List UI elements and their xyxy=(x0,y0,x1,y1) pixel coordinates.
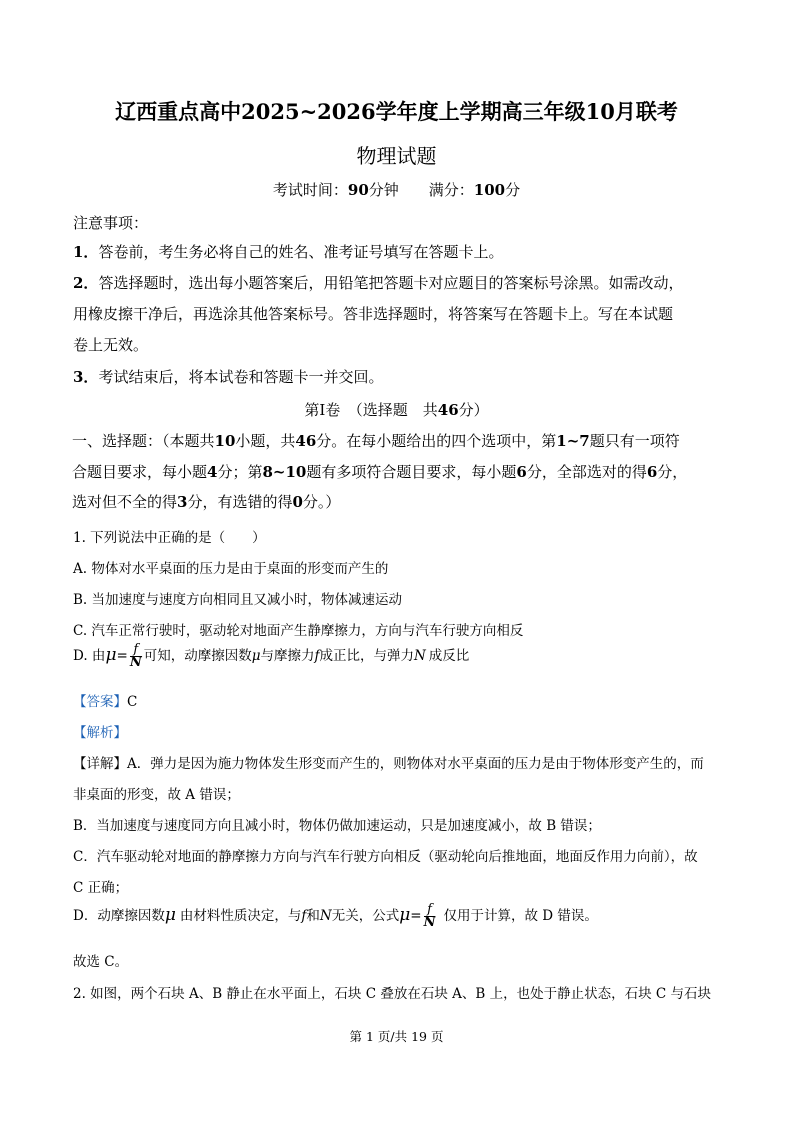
score-value: 100 xyxy=(473,181,506,199)
notice-item-2-line-2: 用橡皮擦干净后，再选涂其他答案标号。答非选择题时，将答案写在答题卡上。写在本试题 xyxy=(73,305,674,323)
detail-line-6: D．动摩擦因数μ 由材料性质决定，与f和N无关，公式μ= $\frac{f}{N}$ 仅用于计算，故 D 错误。 xyxy=(73,902,598,930)
detail-line-4: C．汽车驱动轮对地面的静摩擦力方向与汽车行驶方向相反（驱动轮向后推地面，地面反作用力向前），故 xyxy=(73,849,698,865)
score-label: 满分： xyxy=(428,181,474,199)
friction-fraction: $\frac{f}{N}$ xyxy=(129,642,142,670)
mu-symbol: μ xyxy=(105,645,117,665)
answer-value: C xyxy=(127,694,138,710)
notice-heading: 注意事项： xyxy=(73,214,149,232)
notice-item-3: 3．考试结束后，将本试卷和答题卡一并交回。 xyxy=(73,368,384,386)
exam-meta xyxy=(0,179,793,200)
analysis-tag: 【解析】 xyxy=(73,725,127,741)
detail-line-1: 【详解】A．弹力是因为施力物体发生形变而产生的，则物体对水平桌面的压力是由于物体形变产生的，而 xyxy=(73,756,704,772)
detail-tag: 【详解】 xyxy=(73,756,127,772)
section-instructions-line-3: 选对但不全的得3分，有选错的得0分。） xyxy=(72,493,341,511)
answer-line xyxy=(73,690,137,710)
notice-item-2: 2．答选择题时，选出每小题答案后，用铅笔把答题卡对应题目的答案标号涂黑。如需改动， xyxy=(73,274,684,292)
section-instructions-line-1: 一、选择题：（本题共10小题，共46分。在每小题给出的四个选项中，第1~7题只有一项符 xyxy=(72,432,680,450)
formula-fraction: $\frac{f}{N}$ xyxy=(423,902,436,930)
section-title: 第Ⅰ卷 （选择题 共46分） xyxy=(304,401,489,419)
answer-tag: 【答案】 xyxy=(73,694,127,710)
exam-title: 辽西重点高中2025~2026学年度上学期高三年级10月联考 xyxy=(115,99,678,124)
subject-title: 物理试题 xyxy=(356,144,437,168)
question-1-option-b: B. 当加速度与速度方向相同且又减小时，物体减速运动 xyxy=(73,592,403,608)
question-1-option-c: C. 汽车正常行驶时，驱动轮对地面产生静摩擦力，方向与汽车行驶方向相反 xyxy=(73,623,524,639)
section-instructions-line-2: 合题目要求，每小题4分；第8~10题有多项符合题目要求，每小题6分，全部选对的得6分， xyxy=(72,463,688,481)
conclusion: 故选 C。 xyxy=(73,954,129,970)
question-1-option-a: A. 物体对水平桌面的压力是由于桌面的形变而产生的 xyxy=(73,561,389,577)
time-unit: 分钟 xyxy=(368,181,399,199)
question-1-stem: 1. 下列说法中正确的是（ ） xyxy=(73,530,266,546)
detail-line-3: B．当加速度与速度同方向且减小时，物体仍做加速运动，只是加速度减小，故 B 错误； xyxy=(73,818,601,834)
detail-line-5: C 正确； xyxy=(73,880,129,896)
question-1-option-d: D. 由μ= $\frac{f}{N}$ 可知，动摩擦因数μ与摩擦力f成正比，与弹力N 成反比 xyxy=(73,642,470,670)
time-value: 90 xyxy=(347,181,369,199)
detail-line-2: 非桌面的形变，故 A 错误； xyxy=(73,787,240,803)
notice-item-1: 1．答卷前，考生务必将自己的姓名、准考证号填写在答题卡上。 xyxy=(73,243,504,261)
score-unit: 分 xyxy=(505,181,521,199)
notice-item-2-line-3: 卷上无效。 xyxy=(73,336,149,354)
question-2-stem: 2. 如图，两个石块 A、B 静止在水平面上，石块 C 叠放在石块 A、B 上，也处于静止状态，石块 C 与石块 xyxy=(73,986,711,1002)
page-footer: 第 1 页/共 19 页 xyxy=(349,1029,444,1044)
time-label: 考试时间： xyxy=(272,181,348,199)
